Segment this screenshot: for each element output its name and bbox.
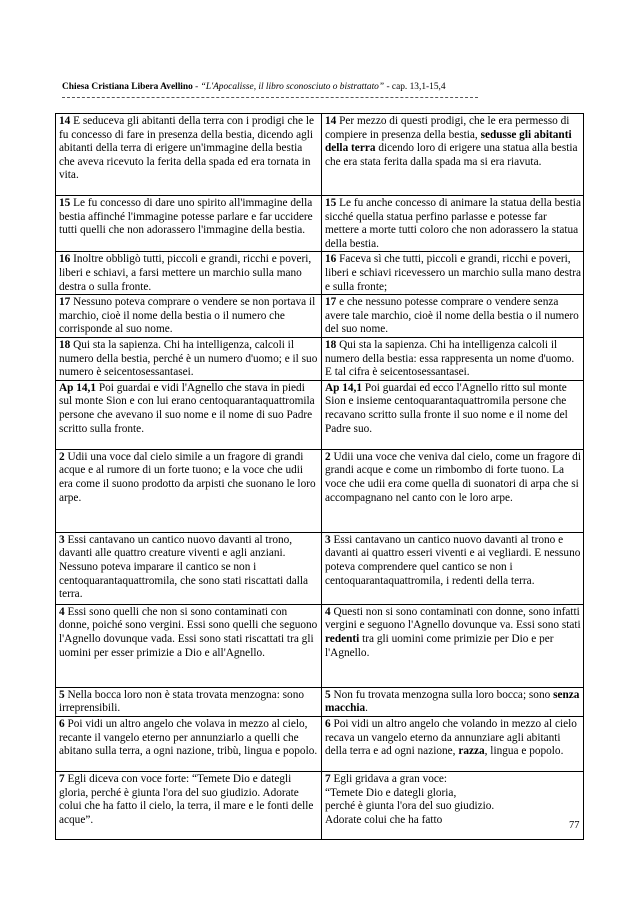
- version-a-cell: [56, 337, 322, 380]
- verse-text: Poi guardai ed ecco l'Agnello ritto sul monte Sion e insieme centoquarantaquattromila persone che recavano scritto sulla fronte il suo nome e il nome del Padre suo.: [325, 381, 568, 435]
- verse-text: Egli diceva con voce forte: “Temete Dio e dategli gloria, perché è giunta l'ora del suo giudizio. Adorate colui che ha fatto il cielo, la terra, il mare e le fonti delle acque”.: [59, 772, 314, 826]
- comparison-table: [55, 113, 584, 840]
- verse-number: 14: [325, 115, 337, 127]
- verse-text: Egli gridava a gran voce: “Temete Dio e dategli gloria, perché è giunta l'ora del suo giudizio. Adorate colui che ha fatto: [325, 772, 495, 826]
- verse-text: Udii una voce dal cielo simile a un fragore di grandi acque e al rumore di un forte tuono; e la voce che udii era come il suono prodotto da arpisti che suonano le loro arpe.: [59, 450, 316, 504]
- verse-text: dicendo loro di erigere una statua alla bestia che era stata ferita dalla spada ma si era riavuta.: [325, 142, 578, 168]
- verse-number: 7: [59, 772, 65, 785]
- verse-text: Poi guardai e vidi l'Agnello che stava in piedi sul monte Sion e con lui erano centoquarantaquattromila persone che avevano il suo nome e il nome di suo Padre scritto sulla fronte.: [59, 381, 315, 435]
- verse-row: [56, 337, 584, 380]
- version-a-cell: [56, 716, 322, 771]
- header-title: “L'Apocalisse, il libro sconosciuto o bistrattato”: [200, 82, 385, 92]
- verse-row: [56, 380, 584, 449]
- verse-number: Ap 14,1: [325, 381, 363, 394]
- page-number: 77: [569, 820, 580, 831]
- header-chapter: - cap. 13,1-15,4: [384, 82, 446, 92]
- emphasized-text: senza macchia: [325, 688, 580, 715]
- version-a-cell: [56, 771, 322, 839]
- version-b-cell: [322, 295, 584, 338]
- verse-text: Poi vidi un altro angelo che volando in mezzo al cielo recava un vangelo eterno da annunziare agli abitanti della terra e ad ogni nazione,: [325, 717, 577, 758]
- verse-text: Inoltre obbligò tutti, piccoli e grandi, ricchi e poveri, liberi e schiavi, a farsi mettere un marchio sulla mano destra o sulla fronte.: [59, 253, 312, 293]
- verse-number: 16: [325, 253, 337, 266]
- verse-text: Le fu anche concesso di animare la statua della bestia sicché quella statua perfino parlasse e potesse far mettere a morte tutti coloro che non adorassero la statua della bestia.: [325, 197, 581, 250]
- verse-text: Essi cantavano un cantico nuovo davanti al trono e davanti ai quattro esseri viventi e ai vegliardi. E nessuno poteva comprendere quel cantico se non i centoquarantaquattromila, i redenti della terra.: [325, 533, 581, 587]
- verse-number: 3: [59, 533, 65, 546]
- verse-number: 3: [325, 533, 331, 546]
- version-a-cell: [56, 604, 322, 687]
- verse-row: [56, 771, 584, 839]
- verse-text: e che nessuno potesse comprare o vendere senza avere tale marchio, cioè il nome della bestia o il numero del suo nome.: [325, 296, 579, 336]
- verse-number: Ap 14,1: [59, 381, 97, 394]
- verse-text: Nessuno poteva comprare o vendere se non portava il marchio, cioè il nome della bestia o il numero che corrisponde al suo nome.: [59, 296, 316, 336]
- version-a-cell: [56, 449, 322, 532]
- verse-text: Essi sono quelli che non si sono contaminati con donne, poiché sono vergini. Essi sono quelli che seguono l'Agnello dovunque vada. Essi sono stati riscattati tra gli uomini per esser primizie a Dio e all'Agnello.: [59, 605, 318, 659]
- header-org: Chiesa Cristiana Libera Avellino: [62, 82, 193, 92]
- verse-text: Per mezzo di questi prodigi, che le era permesso di compiere in presenza della bestia,: [325, 115, 570, 141]
- verse-number: 15: [59, 197, 71, 209]
- verse-number: 5: [325, 688, 331, 701]
- version-a-cell: [56, 380, 322, 449]
- verse-text: Poi vidi un altro angelo che volava in mezzo al cielo, recante il vangelo eterno per annunziarlo a quelli che abitano sulla terra, a ogni nazione, tribù, lingua e popolo.: [59, 717, 318, 758]
- comparison-table-body: [56, 114, 584, 840]
- version-b-cell: [322, 449, 584, 532]
- verse-number: 4: [59, 605, 65, 618]
- verse-text: Qui sta la sapienza. Chi ha intelligenza calcoli il numero della bestia: essa rappresenta un nome d'uomo. E tal cifra è seicentosessantasei.: [325, 338, 575, 379]
- verse-text: E seduceva gli abitanti della terra con i prodigi che le fu concesso di fare in presenza della bestia, dicendo agli abitanti della terra di erigere un'immagine della bestia che aveva ricevuto la ferita della spada ed era tornata in vita.: [59, 115, 315, 182]
- verse-number: 17: [325, 296, 337, 309]
- verse-number: 17: [59, 296, 71, 309]
- running-header: [62, 81, 582, 93]
- verse-text: , lingua e popolo.: [484, 745, 564, 758]
- verse-text: Essi cantavano un cantico nuovo davanti al trono, davanti alle quattro creature viventi e agli anziani. Nessuno poteva imparare il cantico se non i centoquarantaquattromila, che sono stati riscattati dalla terra.: [59, 533, 309, 601]
- verse-text: Faceva sì che tutti, piccoli e grandi, ricchi e poveri, liberi e schiavi ricevessero un marchio sulla mano destra e sulla fronte;: [325, 253, 581, 293]
- verse-number: 2: [59, 450, 65, 463]
- verse-number: 2: [325, 450, 331, 463]
- emphasized-text: redenti: [325, 632, 360, 645]
- version-a-cell: [56, 532, 322, 604]
- verse-number: 15: [325, 197, 337, 209]
- verse-number: 7: [325, 772, 331, 785]
- version-a-cell: [56, 114, 322, 196]
- version-b-cell: [322, 252, 584, 295]
- verse-row: [56, 604, 584, 687]
- version-b-cell: [322, 196, 584, 252]
- verse-row: [56, 295, 584, 338]
- version-a-cell: [56, 687, 322, 716]
- version-b-cell: [322, 380, 584, 449]
- version-a-cell: [56, 252, 322, 295]
- version-b-cell: [322, 337, 584, 380]
- verse-number: 5: [59, 688, 65, 701]
- verse-row: [56, 532, 584, 604]
- verse-text: Le fu concesso di dare uno spirito all'immagine della bestia affinché l'immagine potesse parlare e far uccidere tutti quelli che non adorassero l'immagine della bestia.: [59, 197, 313, 237]
- verse-number: 18: [325, 338, 337, 351]
- verse-text: Udii una voce che veniva dal cielo, come un fragore di grandi acque e come un rimbombo di forte tuono. La voce che udii era come quella di suonatori di arpa che si accompagnano nel canto con le loro arpe.: [325, 450, 581, 504]
- verse-number: 18: [59, 338, 71, 351]
- verse-row: [56, 196, 584, 252]
- verse-row: [56, 716, 584, 771]
- verse-row: [56, 114, 584, 196]
- version-b-cell: [322, 532, 584, 604]
- verse-text: Qui sta la sapienza. Chi ha intelligenza, calcoli il numero della bestia, perché è un numero d'uomo; e il suo numero è seicentosessantasei.: [59, 338, 318, 379]
- verse-row: [56, 252, 584, 295]
- verse-text: Nella bocca loro non è stata trovata menzogna: sono irreprensibili.: [59, 688, 305, 715]
- verse-row: [56, 449, 584, 532]
- version-a-cell: [56, 196, 322, 252]
- version-a-cell: [56, 295, 322, 338]
- version-b-cell: [322, 604, 584, 687]
- version-b-cell: [322, 716, 584, 771]
- verse-number: 16: [59, 253, 71, 266]
- header-rule: [62, 97, 478, 98]
- emphasized-text: sedusse gli abitanti della terra: [325, 128, 572, 155]
- verse-number: 14: [59, 115, 71, 127]
- verse-text: Non fu trovata menzogna sulla loro bocca; sono: [330, 688, 554, 701]
- verse-number: 6: [325, 717, 331, 730]
- header-separator: -: [192, 82, 201, 92]
- verse-number: 6: [59, 717, 65, 730]
- version-b-cell: [322, 771, 584, 839]
- verse-row: [56, 687, 584, 716]
- verse-text: tra gli uomini come primizie per Dio e per l'Agnello.: [325, 632, 554, 659]
- verse-text: .: [365, 702, 368, 715]
- version-b-cell: [322, 114, 584, 196]
- emphasized-text: razza: [458, 745, 485, 758]
- verse-number: 4: [325, 605, 331, 618]
- version-b-cell: [322, 687, 584, 716]
- verse-text: Questi non si sono contaminati con donne, sono infatti vergini e seguono l'Agnello dovunque va. Essi sono stati: [325, 605, 581, 632]
